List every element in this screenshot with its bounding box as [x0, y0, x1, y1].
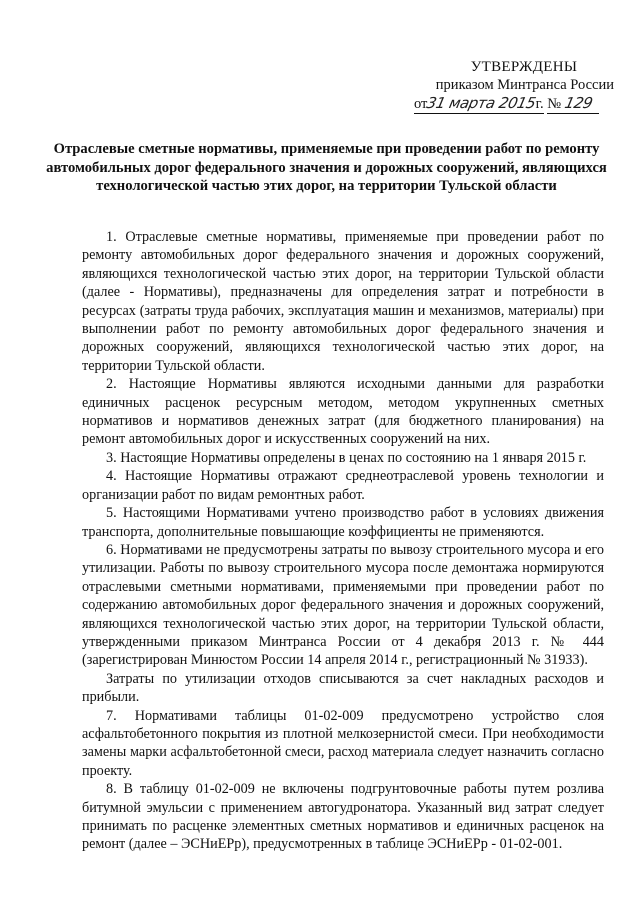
paragraph-4: 4. Настоящие Нормативы отражают среднеотраслевой уровень технологии и организации работ по видам ремонтных работ.: [82, 468, 604, 503]
number-prefix: №: [547, 96, 562, 112]
paragraph-1: 1. Отраслевые сметные нормативы, применяемые при проведении работ по ремонту автомобильных дорог федерального значения и дорожных сооружений, являющихся технологической частью этих дорог, на территории Тульской области (далее - Нормативы), предназначены для определения затрат и потребности в ресурсах (затраты труда рабочих, эксплуатация машин и механизмов, материалы) при выполнении работ по ремонту автомобильных дорог федерального значения и дорожных сооружений, являющихся технологической частью этих дорог, на территории Тульской области.: [82, 229, 604, 374]
paragraph-6-continued: Затраты по утилизации отходов списываются за счет накладных расходов и прибыли.: [82, 670, 604, 706]
paragraph-3: 3. Настоящие Нормативы определены в ценах по состоянию на 1 января 2015 г.: [106, 449, 587, 466]
approval-stamp: [414, 58, 614, 114]
paragraph-7: 7. Нормативами таблицы 01-02-009 предусмотрено устройство слоя асфальтобетонного покрытия из плотной мелкозернистой смеси. При необходимости замены марки асфальтобетонной смеси, расход материала следует назначить согласно проекту.: [82, 707, 604, 779]
document-title: Отраслевые сметные нормативы, применяемые при проведении работ по ремонту автомобильных дорог федерального значения и дорожных сооружений, являющихся технологической частью этих дорог, на территории Тульской области: [46, 141, 607, 195]
document-body: [82, 228, 604, 854]
paragraph-8: 8. В таблицу 01-02-009 не включены подгрунтовочные работы путем розлива битумной эмульсии с применением автогудронатора. Указанный вид затрат следует принимать по расценке элементных сметных нормативов и единичных расценок на ремонт (далее – ЭСНиЕРр), предусмотренных в таблице ЭСНиЕРр - 01-02-001.: [82, 781, 604, 853]
approval-heading: УТВЕРЖДЕНЫ: [470, 59, 578, 75]
year-suffix: г.: [535, 96, 544, 112]
paragraph-5: 5. Настоящими Нормативами учтено производство работ в условиях движения транспорта, дополнительные повышающие коэффициенты не применяются.: [82, 505, 604, 540]
paragraph-6: 6. Нормативами не предусмотрены затраты по вывозу строительного мусора и его утилизации. Работы по вывозу строительного мусора после демонтажа нормируются отраслевыми сметными нормативами, применяемыми при проведении работ по содержанию автомобильных дорог федерального значения и дорожных сооружений, являющихся технологической частью этих дорог, на территории Тульской области, утвержденными приказом Минтранса России от 4 декабря 2013 г. № 444 (зарегистрирован Минюстом России 14 апреля 2014 г., регистрационный № 31933).: [82, 541, 604, 669]
date-prefix: от: [414, 96, 428, 112]
approval-date-line: [414, 94, 614, 114]
approval-order-line: приказом Минтранса России: [435, 77, 614, 93]
approval-number-field: [547, 94, 599, 114]
approval-date-field: [414, 94, 544, 114]
paragraph-2: 2. Настоящие Нормативы являются исходными данными для разработки единичных расценок ресурсным методом, методом укрупненных сметных нормативов и нормативов денежных затрат (для бюджетного планирования) на ремонт автомобильных дорог и искусственных сооружений на них.: [82, 376, 604, 448]
handwritten-number: 129: [562, 94, 594, 112]
handwritten-date: 31 марта 2015: [425, 94, 538, 112]
